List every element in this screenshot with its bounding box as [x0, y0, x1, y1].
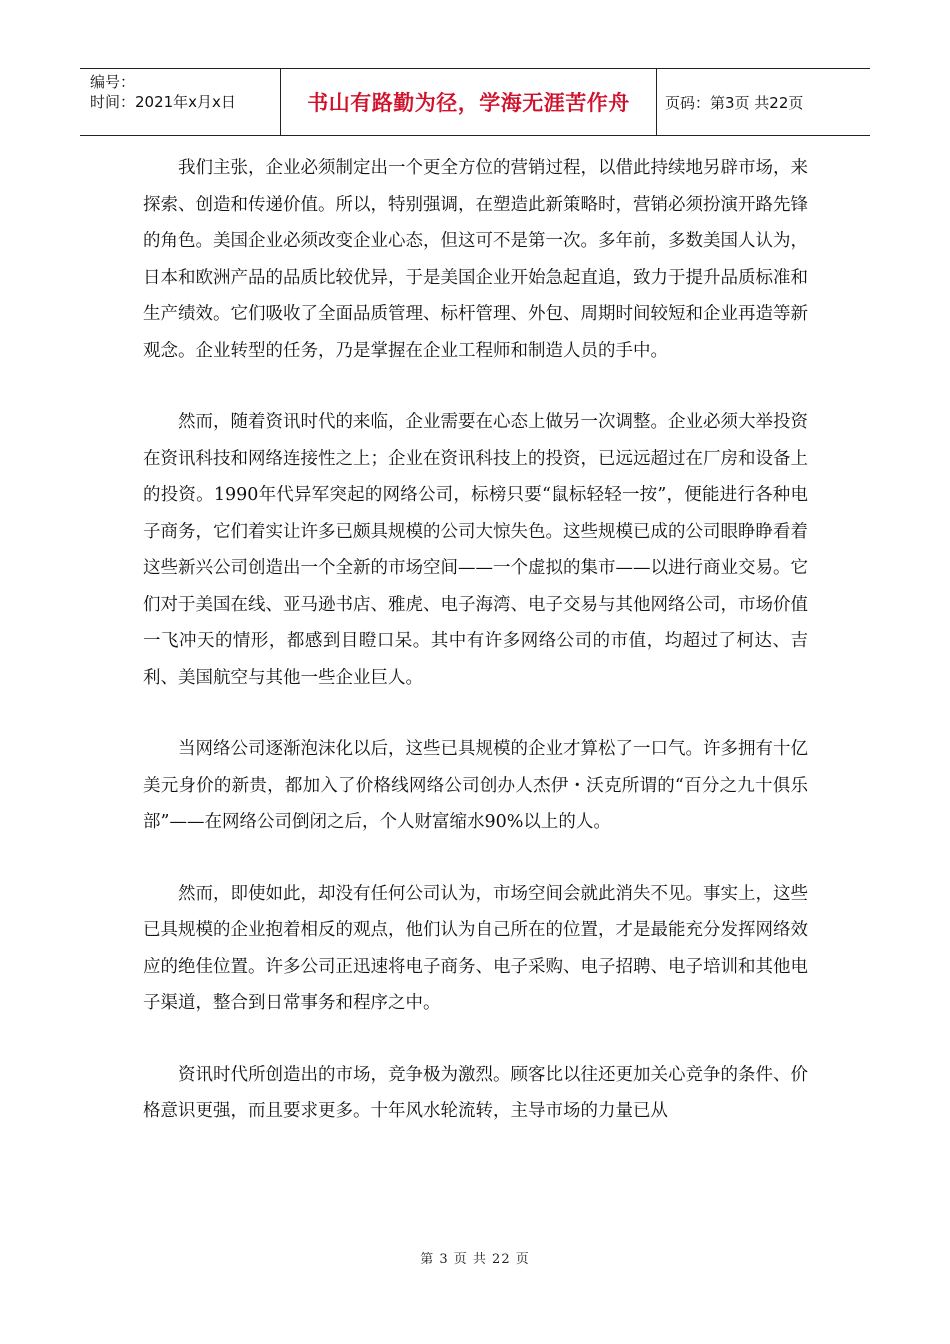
- number-label: 编号：: [90, 73, 136, 91]
- header-page-info: 页码：第3页 共22页: [665, 93, 804, 112]
- paragraph-2: 然而，随着资讯时代的来临，企业需要在心态上做另一次调整。企业必须大举投资在资讯科技和网络连接性之上；企业在资讯科技上的投资，已远远超过在厂房和设备上的投资。1990年代异军突起的网络公司，标榜只要“鼠标轻轻一按”，便能进行各种电子商务，它们着实让许多已颇具规模的公司大惊失色。这些规模已成的公司眼睁睁看着这些新兴公司创造出一个全新的市场空间——一个虚拟的集市——以进行商业交易。它们对于美国在线、亚马逊书店、雅虎、电子海湾、电子交易与其他网络公司，市场价值一飞冲天的情形，都感到目瞪口呆。其中有许多网络公司的市值，均超过了柯达、吉利、美国航空与其他一些企业巨人。: [143, 412, 808, 688]
- paragraph-5: 资讯时代所创造出的市场，竞争极为激烈。顾客比以往还更加关心竞争的条件、价格意识更强，而且要求更多。十年风水轮流转，主导市场的力量已从: [143, 1064, 808, 1121]
- paragraph-4: 然而，即使如此，却没有任何公司认为，市场空间会就此消失不见。事实上，这些已具规模的企业抱着相反的观点，他们认为自己所在的位置，才是最能充分发挥网络效应的绝佳位置。许多公司正迅速将电子商务、电子采购、电子招聘、电子培训和其他电子渠道，整合到日常事务和程序之中。: [143, 883, 808, 1013]
- paragraph-1: 我们主张，企业必须制定出一个更全方位的营销过程，以借此持续地另辟市场，来探索、创造和传递价值。所以，特别强调，在塑造此新策略时，营销必须扮演开路先锋的角色。美国企业必须改变企业心态，但这可不是第一次。多年前，多数美国人认为，日本和欧洲产品的品质比较优异，于是美国企业开始急起直追，致力于提升品质标准和生产绩效。它们吸收了全面品质管理、标杆管理、外包、周期时间较短和企业再造等新观念。企业转型的任务，乃是掌握在企业工程师和制造人员的手中。: [143, 158, 808, 361]
- paragraph-3: 当网络公司逐渐泡沫化以后，这些已具规模的企业才算松了一口气。许多拥有十亿美元身价的新贵，都加入了价格线网络公司创办人杰伊・沃克所谓的“百分之九十俱乐部”——在网络公司倒闭之后，个人财富缩水90%以上的人。: [143, 739, 808, 832]
- date-line: 时间：2021年x月x日: [90, 93, 236, 111]
- header-meta-cell: [80, 69, 281, 135]
- document-header: [80, 68, 870, 136]
- document-body: [143, 150, 808, 1165]
- page-footer: 第 3 页 共 22 页: [420, 1252, 530, 1267]
- header-motto: 书山有路勤为径，学海无涯苦作舟: [281, 69, 657, 135]
